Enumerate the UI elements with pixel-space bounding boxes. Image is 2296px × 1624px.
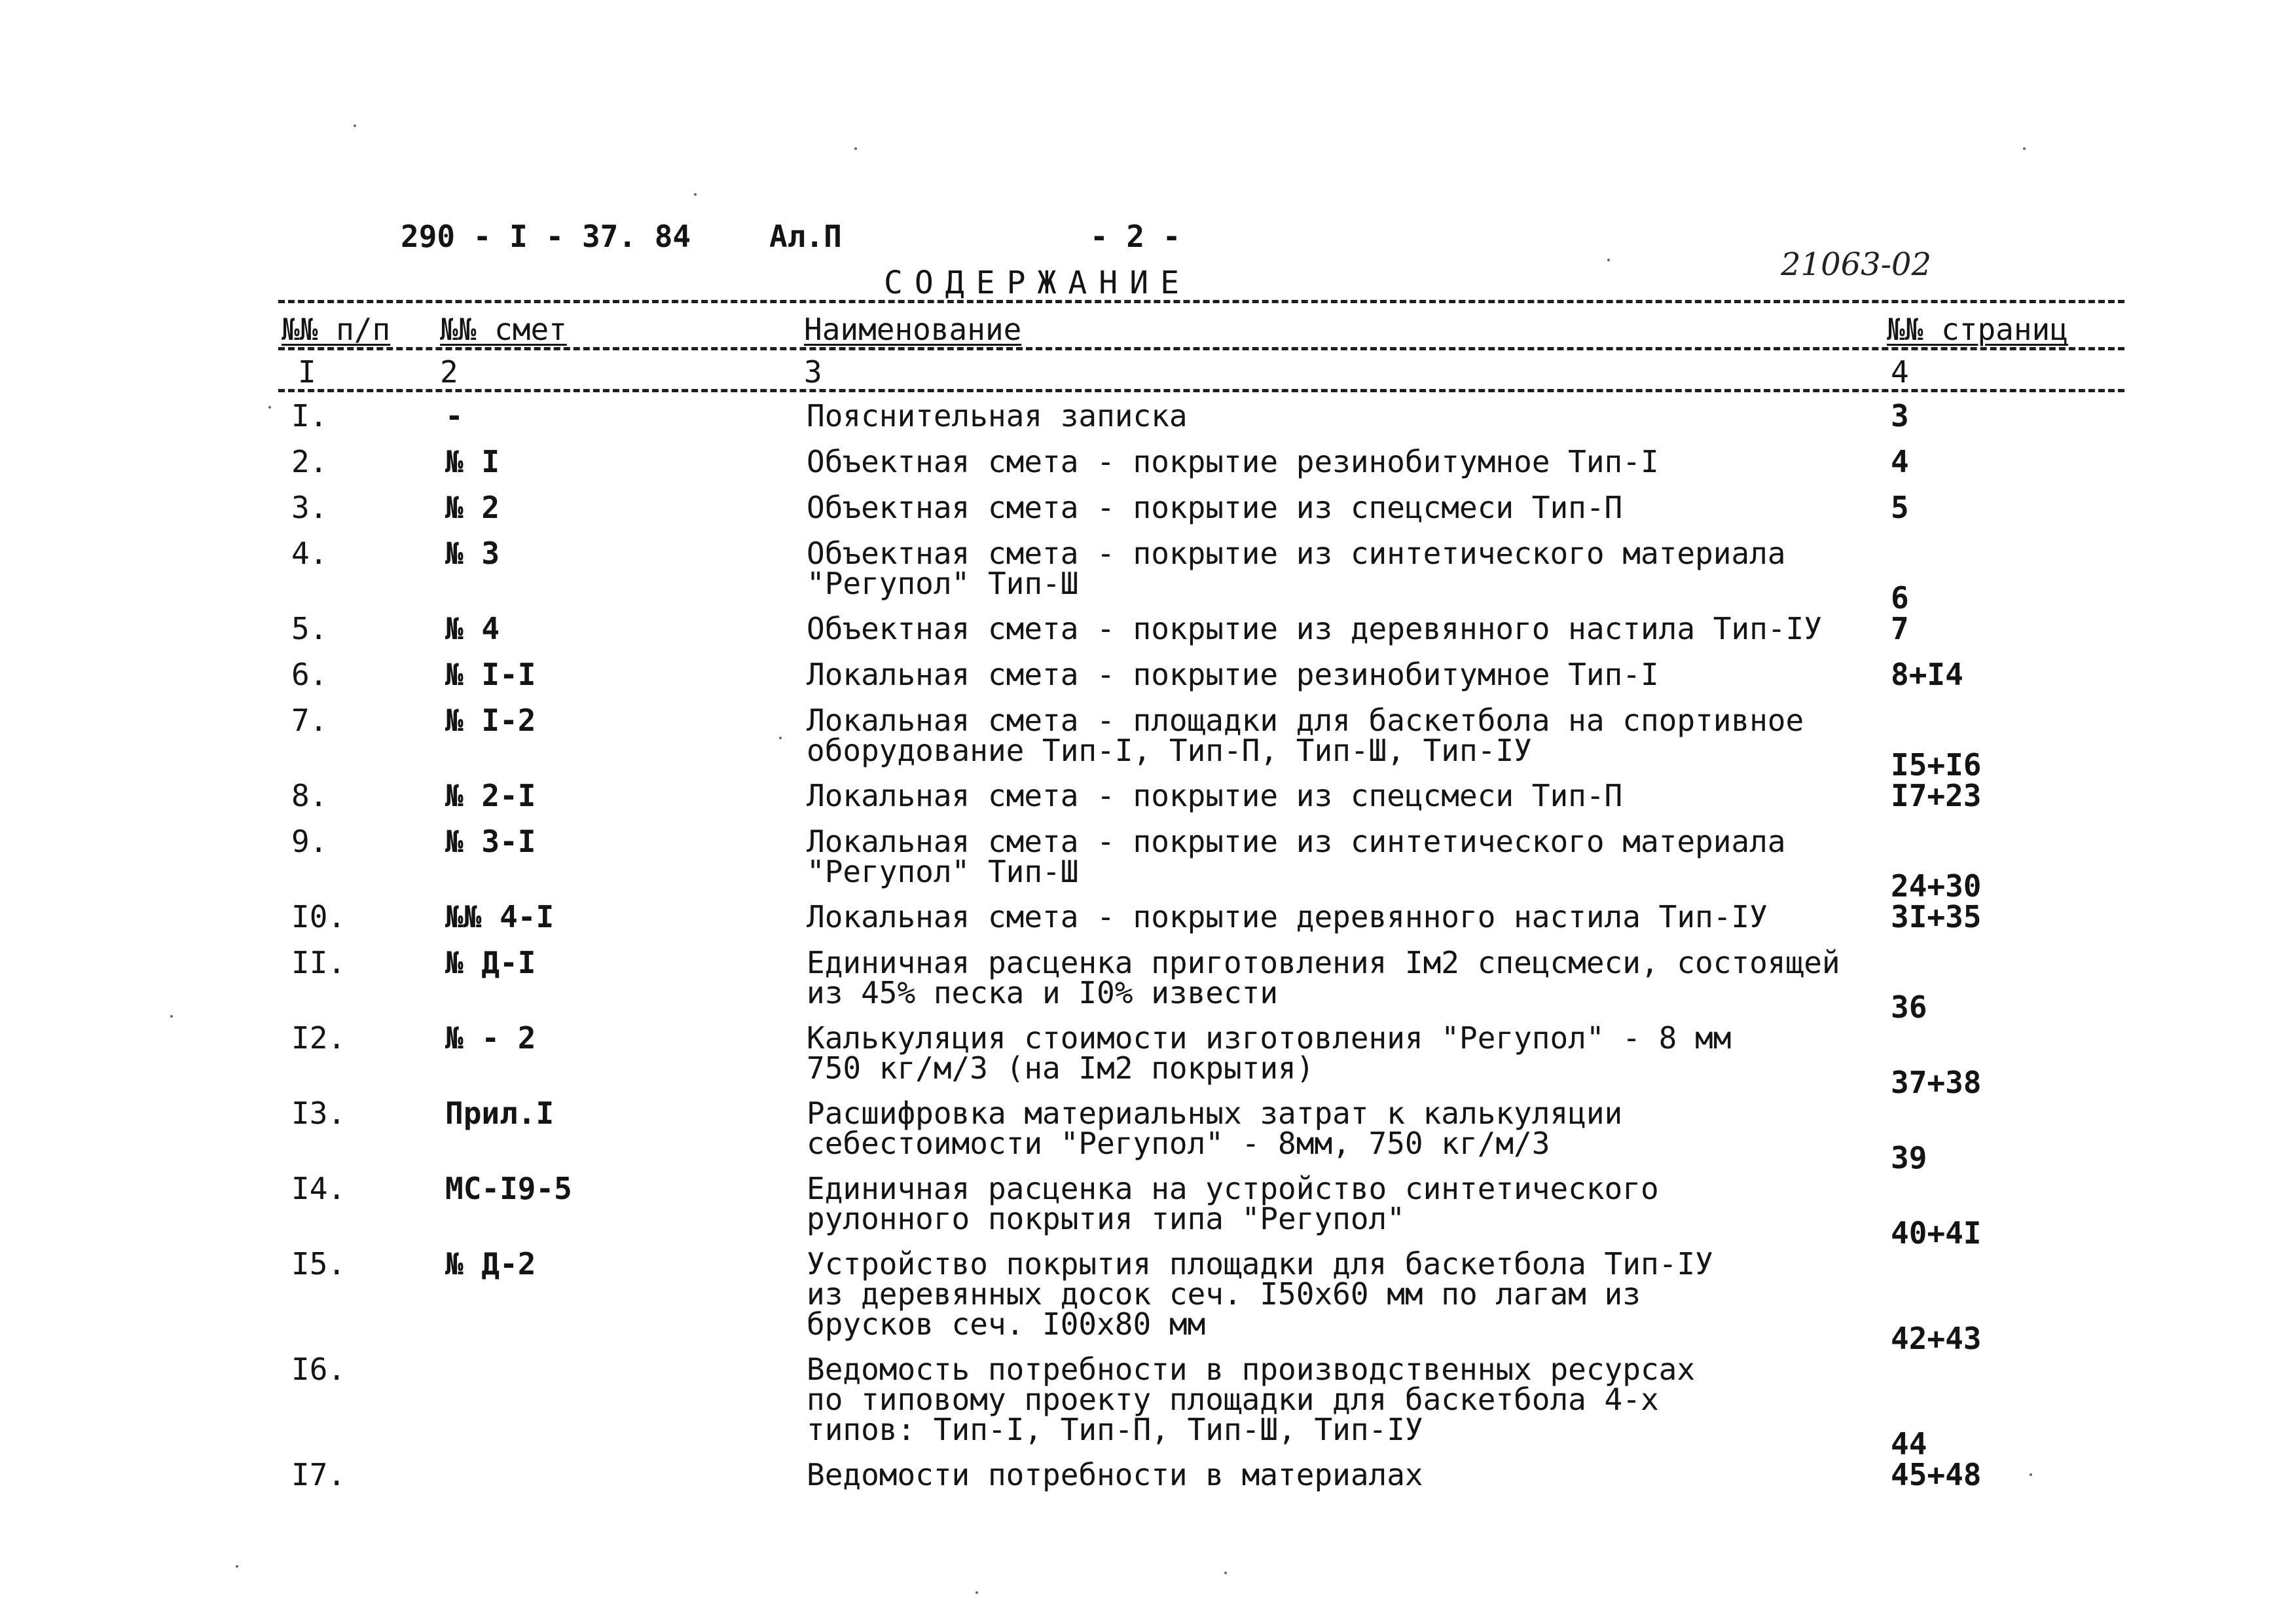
row-number: I4. [291, 1171, 346, 1206]
row-number: I0. [291, 899, 346, 934]
item-name-line: рулонного покрытия типа "Регупол" [807, 1201, 1405, 1236]
estimate-number: № I [445, 444, 500, 479]
estimate-number: № - 2 [445, 1020, 536, 1056]
document-code: 290 - I - 37. 84 [401, 219, 691, 254]
row-number: I6. [291, 1352, 346, 1387]
page-number: - 2 - [1090, 219, 1181, 254]
row-number: II. [291, 945, 346, 980]
page-range: 24+30 [1891, 868, 1982, 904]
column-number-2: 2 [440, 354, 458, 390]
column-number-4: 4 [1891, 354, 1909, 390]
row-number: 3. [291, 490, 328, 525]
item-name-line: Расшифровка материальных затрат к калькуляции [807, 1096, 1623, 1131]
page-range: 36 [1891, 989, 1927, 1025]
estimate-number: - [445, 398, 464, 434]
estimate-number: № I-2 [445, 703, 536, 738]
estimate-number: № 2 [445, 490, 500, 525]
estimate-number: МС-I9-5 [445, 1171, 572, 1206]
page-range: 39 [1891, 1140, 1927, 1175]
page-range: 4 [1891, 444, 1909, 479]
estimate-number: № 2-I [445, 778, 536, 813]
item-name-line: "Регупол" Тип-Ш [807, 566, 1079, 601]
page-range: I7+23 [1891, 778, 1982, 813]
item-name-line: Калькуляция стоимости изготовления "Регупол" - 8 мм [807, 1020, 1732, 1056]
row-number: 5. [291, 611, 328, 646]
page-range: 6 [1891, 580, 1909, 616]
row-number: 7. [291, 703, 328, 738]
row-number: 9. [291, 824, 328, 859]
estimate-number: №№ 4-I [445, 899, 555, 934]
item-name-line: брусков сеч. I00х80 мм [807, 1306, 1206, 1342]
item-name-line: Единичная расценка приготовления Iм2 спецсмеси, состоящей [807, 945, 1840, 980]
item-name-line: 750 кг/м/3 (на Iм2 покрытия) [807, 1050, 1315, 1086]
item-name-line: Локальная смета - покрытие из синтетического материала [807, 824, 1786, 859]
album-label: Ал.П [769, 219, 842, 254]
item-name-line: Локальная смета - покрытие из спецсмеси Тип-П [807, 778, 1623, 813]
page-range: 40+4I [1891, 1215, 1982, 1251]
item-name-line: из деревянных досок сеч. I50х60 мм по лагам из [807, 1276, 1641, 1312]
row-number: I3. [291, 1096, 346, 1131]
page-range: 44 [1891, 1426, 1927, 1462]
column-numbers-rule [278, 389, 2124, 392]
item-name-line: Объектная смета - покрытие из синтетического материала [807, 536, 1786, 571]
column-header-pages: №№ страниц [1887, 312, 2068, 347]
row-number: I. [291, 398, 328, 434]
page-range: 8+I4 [1891, 657, 1963, 692]
item-name-line: Единичная расценка на устройство синтетического [807, 1171, 1659, 1206]
column-number-3: 3 [804, 354, 822, 390]
row-number: 6. [291, 657, 328, 692]
row-number: I5. [291, 1246, 346, 1282]
page-range: 45+48 [1891, 1457, 1982, 1492]
estimate-number: № 3 [445, 536, 500, 571]
item-name-line: типов: Тип-I, Тип-П, Тип-Ш, Тип-IУ [807, 1412, 1423, 1447]
page-range: 3 [1891, 398, 1909, 434]
row-number: I7. [291, 1457, 346, 1492]
page-range: 37+38 [1891, 1065, 1982, 1100]
column-header-estimate-number: №№ смет [440, 312, 567, 347]
column-number-1: I [298, 354, 316, 390]
item-name-line: Локальная смета - покрытие резинобитумное Тип-I [807, 657, 1659, 692]
item-name-line: по типовому проекту площадки для баскетбола 4-х [807, 1382, 1659, 1417]
item-name-line: "Регупол" Тип-Ш [807, 854, 1079, 889]
item-name-line: оборудование Тип-I, Тип-П, Тип-Ш, Тип-IУ [807, 733, 1532, 768]
page-range: I5+I6 [1891, 747, 1982, 783]
page-range: 42+43 [1891, 1321, 1982, 1356]
table-top-rule [278, 300, 2124, 303]
item-name-line: из 45% песка и I0% извести [807, 975, 1279, 1010]
contents-title: СОДЕРЖАНИЕ [884, 265, 1191, 301]
item-name-line: Локальная смета - площадки для баскетбола на спортивное [807, 703, 1804, 738]
estimate-number: № 3-I [445, 824, 536, 859]
item-name-line: Ведомость потребности в производственных ресурсах [807, 1352, 1696, 1387]
estimate-number: Прил.I [445, 1096, 555, 1131]
page-range: 5 [1891, 490, 1909, 525]
item-name-line: себестоимости "Регупол" - 8мм, 750 кг/м/3 [807, 1126, 1550, 1161]
item-name-line: Ведомости потребности в материалах [807, 1457, 1423, 1492]
item-name-line: Объектная смета - покрытие из спецсмеси Тип-П [807, 490, 1623, 525]
row-number: I2. [291, 1020, 346, 1056]
estimate-number: № Д-2 [445, 1246, 536, 1282]
item-name-line: Устройство покрытия площадки для баскетбола Тип-IУ [807, 1246, 1713, 1282]
row-number: 2. [291, 444, 328, 479]
header-bottom-rule [278, 347, 2124, 350]
column-header-row-number: №№ п/п [282, 312, 391, 347]
item-name-line: Пояснительная записка [807, 398, 1188, 434]
inventory-stamp: 21063-02 [1781, 246, 1931, 283]
column-header-name: Наименование [804, 312, 1022, 347]
item-name-line: Локальная смета - покрытие деревянного настила Тип-IУ [807, 899, 1768, 934]
page-range: 7 [1891, 611, 1909, 646]
item-name-line: Объектная смета - покрытие из деревянного настила Тип-IУ [807, 611, 1822, 646]
estimate-number: № I-I [445, 657, 536, 692]
estimate-number: № 4 [445, 611, 500, 646]
row-number: 8. [291, 778, 328, 813]
item-name-line: Объектная смета - покрытие резинобитумное Тип-I [807, 444, 1659, 479]
row-number: 4. [291, 536, 328, 571]
page-range: 3I+35 [1891, 899, 1982, 934]
estimate-number: № Д-I [445, 945, 536, 980]
